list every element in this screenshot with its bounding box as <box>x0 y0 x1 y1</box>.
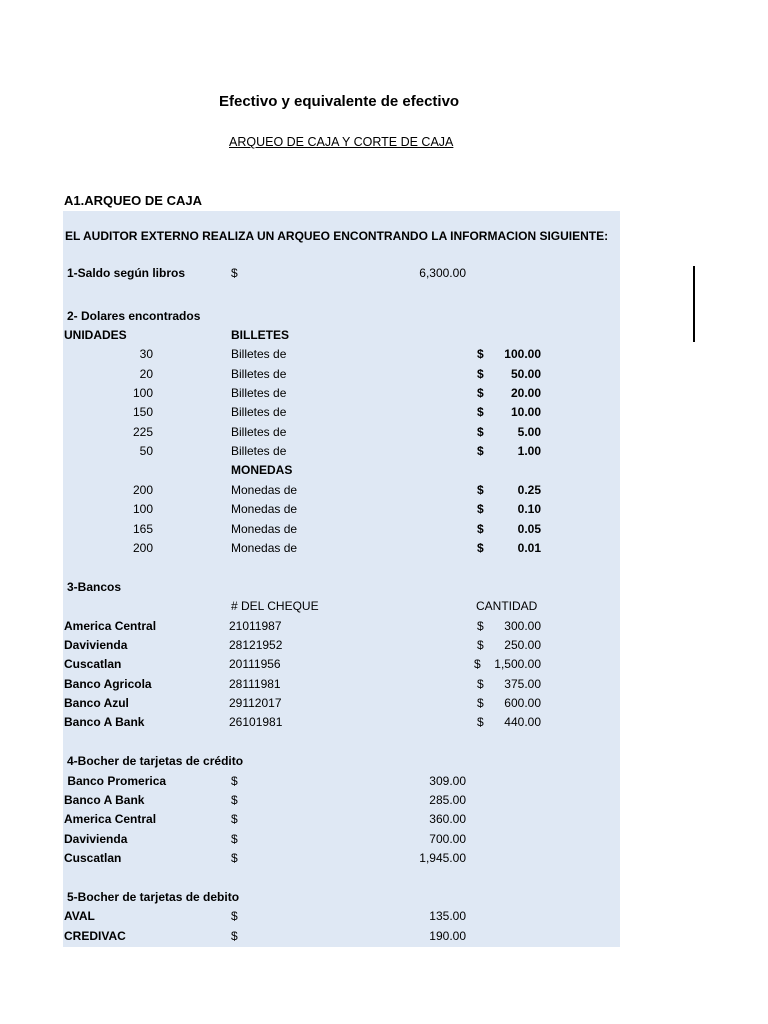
cantidad-header: CANTIDAD <box>476 599 538 613</box>
intro-text: EL AUDITOR EXTERNO REALIZA UN ARQUEO ENCONTRANDO LA INFORMACION SIGUIENTE: <box>65 229 609 243</box>
banco-currency: $ <box>477 715 484 729</box>
banco-row <box>63 693 620 713</box>
credito-title: 4-Bocher de tarjetas de crédito <box>67 754 244 768</box>
credito-bank: Davivienda <box>64 832 128 846</box>
text-cursor <box>693 266 695 342</box>
credito-currency: $ <box>231 851 238 865</box>
saldo-currency: $ <box>231 266 238 280</box>
credito-bank: America Central <box>64 812 157 826</box>
arqueo-panel <box>63 211 620 947</box>
units-value: 150 <box>132 405 153 419</box>
billete-value: 100.00 <box>504 347 541 361</box>
banco-currency: $ <box>477 638 484 652</box>
moneda-desc: Monedas de <box>231 483 298 497</box>
debito-title: 5-Bocher de tarjetas de debito <box>67 890 240 904</box>
banco-currency: $ <box>474 657 481 671</box>
credito-row <box>63 790 620 810</box>
moneda-desc: Monedas de <box>231 502 298 516</box>
monedas-header: MONEDAS <box>231 463 293 477</box>
moneda-row <box>63 519 620 539</box>
cheque-header: # DEL CHEQUE <box>231 599 319 613</box>
billete-currency: $ <box>477 425 484 439</box>
cheque-number: 20111956 <box>229 657 281 671</box>
moneda-currency: $ <box>477 541 484 555</box>
debito-amount: 135.00 <box>429 909 466 923</box>
banco-row <box>63 635 620 655</box>
bancos-title-row <box>63 577 620 597</box>
banco-amount: 600.00 <box>504 696 541 710</box>
debito-bank: AVAL <box>64 909 95 923</box>
credito-row <box>63 809 620 829</box>
debito-bank: CREDIVAC <box>64 929 126 943</box>
billete-value: 5.00 <box>517 425 541 439</box>
credito-row <box>63 771 620 791</box>
moneda-row <box>63 499 620 519</box>
billetes-header: BILLETES <box>231 328 290 342</box>
moneda-row <box>63 480 620 500</box>
saldo-row <box>63 263 620 283</box>
billete-row <box>63 344 620 364</box>
document-subtitle: ARQUEO DE CAJA Y CORTE DE CAJA <box>229 135 454 149</box>
banco-amount: 440.00 <box>504 715 541 729</box>
credito-currency: $ <box>231 793 238 807</box>
cheque-number: 29112017 <box>229 696 282 710</box>
billete-desc: Billetes de <box>231 367 287 381</box>
units-value: 50 <box>139 444 153 458</box>
billete-value: 20.00 <box>510 386 541 400</box>
credito-title-row <box>63 751 620 771</box>
debito-amount: 190.00 <box>429 929 466 943</box>
billete-row <box>63 364 620 384</box>
debito-title-row <box>63 887 620 907</box>
cheque-number: 26101981 <box>229 715 283 729</box>
credito-row <box>63 848 620 868</box>
banco-name: Davivienda <box>64 638 128 652</box>
cheque-number: 21011987 <box>229 619 282 633</box>
cheque-number: 28121952 <box>229 638 283 652</box>
banco-row <box>63 674 620 694</box>
billete-currency: $ <box>477 347 484 361</box>
moneda-value: 0.05 <box>517 522 541 536</box>
debito-currency: $ <box>231 909 238 923</box>
billete-row <box>63 441 620 461</box>
moneda-currency: $ <box>477 502 484 516</box>
banco-row <box>63 712 620 732</box>
billete-currency: $ <box>477 405 484 419</box>
bancos-title: 3-Bancos <box>67 580 122 594</box>
billete-value: 50.00 <box>510 367 541 381</box>
credito-currency: $ <box>231 774 238 788</box>
credito-amount: 285.00 <box>429 793 466 807</box>
banco-name: Banco Azul <box>64 696 129 710</box>
moneda-desc: Monedas de <box>231 522 298 536</box>
billete-desc: Billetes de <box>231 444 287 458</box>
moneda-currency: $ <box>477 483 484 497</box>
moneda-desc: Monedas de <box>231 541 298 555</box>
units-header: UNIDADES <box>64 328 127 342</box>
credito-currency: $ <box>231 812 238 826</box>
billete-row <box>63 422 620 442</box>
credito-bank: Cuscatlan <box>64 851 122 865</box>
credito-currency: $ <box>231 832 238 846</box>
units-value: 100 <box>132 502 153 516</box>
billete-desc: Billetes de <box>231 425 287 439</box>
banco-currency: $ <box>477 619 484 633</box>
section-title: A1.ARQUEO DE CAJA <box>64 193 202 208</box>
billete-value: 1.00 <box>517 444 541 458</box>
moneda-value: 0.25 <box>517 483 541 497</box>
banco-row <box>63 654 620 674</box>
credito-amount: 360.00 <box>429 812 466 826</box>
billete-currency: $ <box>477 367 484 381</box>
debito-row <box>63 926 620 946</box>
moneda-value: 0.01 <box>517 541 541 555</box>
billete-row <box>63 402 620 422</box>
units-value: 200 <box>132 483 153 497</box>
billete-desc: Billetes de <box>231 405 287 419</box>
units-value: 200 <box>132 541 153 555</box>
bancos-header-row <box>63 596 620 616</box>
debito-currency: $ <box>231 929 238 943</box>
banco-currency: $ <box>477 677 484 691</box>
banco-name: Cuscatlan <box>64 657 122 671</box>
banco-name: America Central <box>64 619 157 633</box>
banco-amount: 1,500.00 <box>494 657 541 671</box>
saldo-amount: 6,300.00 <box>419 266 466 280</box>
units-value: 100 <box>132 386 153 400</box>
dolares-title: 2- Dolares encontrados <box>67 309 201 323</box>
units-value: 225 <box>132 425 153 439</box>
monedas-header-row <box>63 460 620 480</box>
credito-bank: Banco A Bank <box>64 793 145 807</box>
banco-amount: 250.00 <box>504 638 541 652</box>
moneda-value: 0.10 <box>517 502 541 516</box>
credito-amount: 1,945.00 <box>419 851 466 865</box>
saldo-label: 1-Saldo según libros <box>67 266 186 280</box>
banco-row <box>63 616 620 636</box>
billete-value: 10.00 <box>510 405 541 419</box>
billete-currency: $ <box>477 444 484 458</box>
cheque-number: 28111981 <box>229 677 281 691</box>
banco-amount: 375.00 <box>504 677 541 691</box>
banco-name: Banco A Bank <box>64 715 145 729</box>
moneda-row <box>63 538 620 558</box>
billete-desc: Billetes de <box>231 386 287 400</box>
credito-bank: Banco Promerica <box>64 774 167 788</box>
debito-row <box>63 906 620 926</box>
dolares-header-row <box>63 325 620 345</box>
credito-row <box>63 829 620 849</box>
moneda-currency: $ <box>477 522 484 536</box>
document-title: Efectivo y equivalente de efectivo <box>219 93 460 110</box>
units-value: 30 <box>139 347 153 361</box>
intro-row <box>63 226 620 246</box>
banco-amount: 300.00 <box>504 619 541 633</box>
banco-name: Banco Agricola <box>64 677 152 691</box>
billete-currency: $ <box>477 386 484 400</box>
billete-row <box>63 383 620 403</box>
units-value: 165 <box>132 522 153 536</box>
billete-desc: Billetes de <box>231 347 287 361</box>
dolares-title-row <box>63 306 620 326</box>
units-value: 20 <box>139 367 153 381</box>
banco-currency: $ <box>477 696 484 710</box>
credito-amount: 700.00 <box>429 832 466 846</box>
credito-amount: 309.00 <box>429 774 466 788</box>
